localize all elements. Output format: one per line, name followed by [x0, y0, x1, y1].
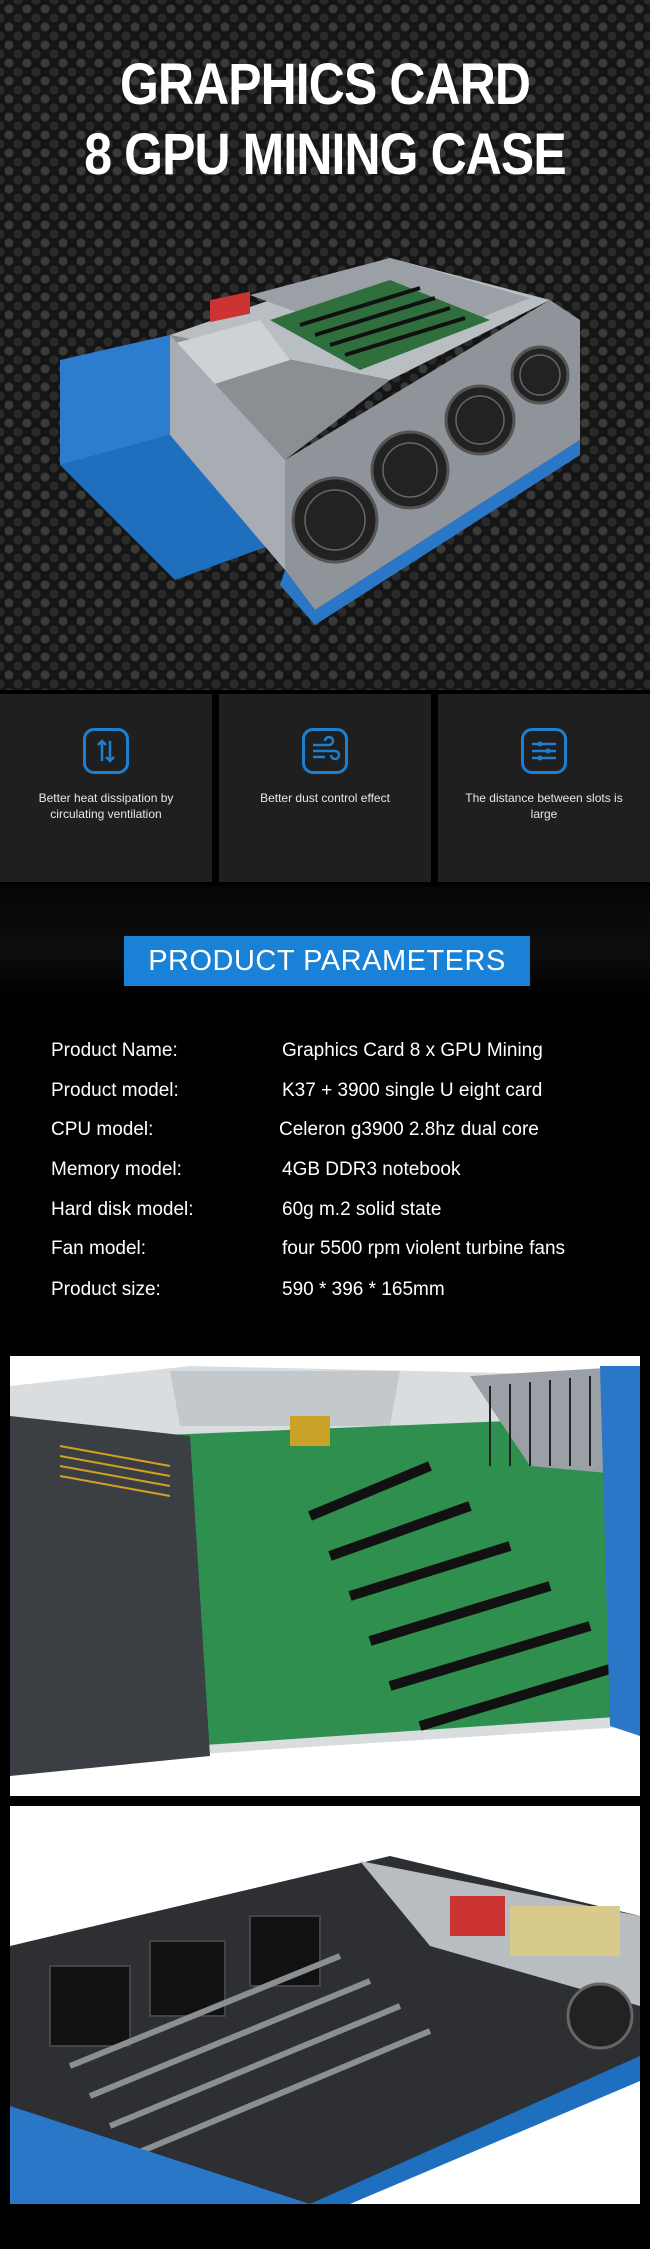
param-row	[51, 1275, 611, 1305]
mining-case-image	[60, 240, 580, 650]
motherboard-photo	[10, 1356, 640, 1796]
param-label: Product Name:	[51, 1040, 178, 1061]
param-value: 4GB DDR3 notebook	[282, 1159, 461, 1180]
gpu-case-image	[10, 1806, 640, 2204]
param-label: CPU model:	[51, 1119, 154, 1140]
param-label: Product size:	[51, 1279, 161, 1300]
feature-text: The distance between slots is large	[465, 791, 623, 821]
motherboard-image	[10, 1356, 640, 1796]
param-value: four 5500 rpm violent turbine fans	[282, 1238, 566, 1259]
param-value: 60g m.2 solid state	[282, 1199, 442, 1220]
feature-heat-dissipation	[0, 694, 212, 882]
product-parameters	[0, 886, 650, 1356]
param-value: K37 + 3900 single U eight card	[282, 1080, 543, 1101]
param-label: Fan model:	[51, 1238, 147, 1259]
wind-icon	[302, 728, 348, 774]
param-label: Product model:	[51, 1080, 179, 1101]
feature-text: Better heat dissipation by circulating ventilation	[38, 791, 174, 821]
param-row	[51, 1234, 611, 1264]
airflow-arrows-icon	[83, 728, 129, 774]
hero-title-line1: GRAPHICS CARD	[119, 52, 531, 117]
feature-dust-control	[219, 694, 431, 882]
features-row	[0, 694, 650, 886]
hero-title	[46, 50, 605, 190]
param-label: Hard disk model:	[51, 1199, 194, 1220]
param-value: 590 * 396 * 165mm	[282, 1279, 445, 1300]
hero-title-line2: 8 GPU MINING CASE	[84, 122, 566, 187]
param-label: Memory model:	[51, 1159, 182, 1180]
feature-slot-distance	[438, 694, 650, 882]
params-title: PRODUCT PARAMETERS	[124, 936, 530, 986]
gpu-installed-photo	[10, 1806, 640, 2204]
feature-text: Better dust control effect	[260, 791, 390, 805]
param-row	[51, 1076, 611, 1106]
param-row	[51, 1115, 611, 1145]
slots-spacing-icon	[521, 728, 567, 774]
param-row	[51, 1155, 611, 1185]
param-value: Graphics Card 8 x GPU Mining	[282, 1040, 543, 1061]
hero-banner	[0, 0, 650, 690]
param-row	[51, 1195, 611, 1225]
param-value: Celeron g3900 2.8hz dual core	[279, 1119, 539, 1140]
param-row	[51, 1036, 611, 1066]
